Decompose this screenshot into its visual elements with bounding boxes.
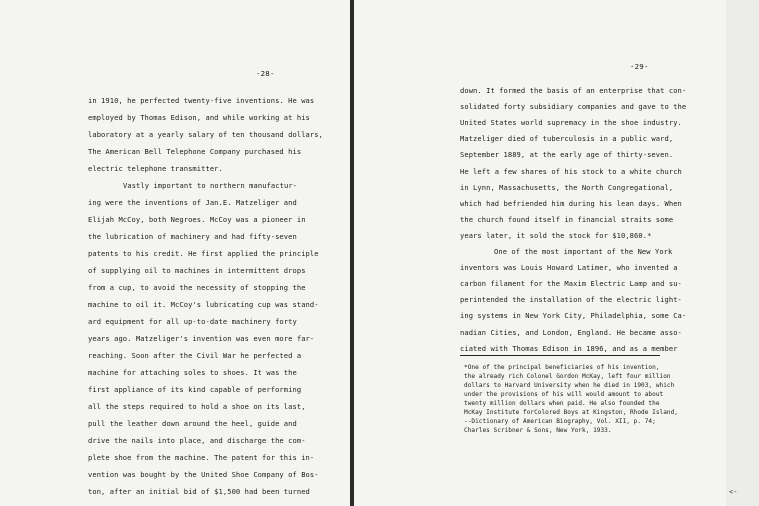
text-line: drive the nails into place, and discharge the com- [88, 436, 306, 445]
text-line: ing were the inventions of Jan.E. Matzeliger and [88, 198, 297, 207]
footnote-line: --Dictionary of American Biography, Vol. XII, p. 74; [464, 418, 656, 425]
footnote-separator [460, 355, 660, 356]
footnote-line: McKay Institute forColored Boys at Kingston, Rhode Island, [464, 409, 678, 416]
text-line: He left a few shares of his stock to a white church [460, 166, 682, 176]
text-line: years later, it sold the stock for $10,860.* [460, 230, 652, 240]
text-line: ard equipment for all up-to-date machinery forty [88, 317, 297, 326]
page-number-left: -28- [256, 69, 275, 78]
text-line: One of the most important of the New York [494, 247, 673, 256]
text-line: Matzeliger died of tuberculosis in a public ward, [460, 134, 674, 144]
text-line: employed by Thomas Edison, and while working at his [88, 113, 310, 122]
text-line: patents to his credit. He first applied the principle [88, 249, 319, 258]
page-number-right: -29- [630, 62, 649, 71]
text-line: of supplying oil to machines in intermittent drops [88, 266, 306, 275]
text-line: ing systems in New York City, Philadelphia, some Ca- [460, 311, 687, 321]
text-line: carbon filament for the Maxim Electric Lamp and su- [460, 279, 682, 289]
footnote-line: the already rich Colonel Gordon McKay, left four million [464, 373, 671, 380]
text-line: The American Bell Telephone Company purchased his [88, 147, 302, 156]
text-line: years ago. Matzeliger's invention was even more far- [88, 334, 315, 343]
text-line: the church found itself in financial straits some [460, 214, 674, 224]
text-line: vention was bought by the United Shoe Company of Bos- [88, 470, 319, 479]
text-line: in 1910, he perfected twenty-five inventions. He was [88, 96, 315, 105]
text-line: down. It formed the basis of an enterprise that con- [460, 86, 687, 95]
text-line: inventors was Louis Howard Latimer, who invented a [460, 263, 678, 273]
footnote-line: dollars to Harvard University when he died in 1903, which [464, 382, 675, 389]
text-line: from a cup, to avoid the necessity of stopping the [88, 283, 306, 292]
text-line: pull the leather down around the heel, guide and [88, 419, 297, 428]
scanner-margin [726, 0, 759, 506]
text-line: United States world supremacy in the shoe industry. [460, 118, 682, 128]
text-line: all the steps required to hold a shoe on its last, [88, 402, 306, 411]
text-line: plete shoe from the machine. The patent for this in- [88, 453, 315, 462]
text-line: perintended the installation of the electric light- [460, 295, 682, 305]
text-line: reaching. Soon after the Civil War he perfected a [88, 351, 302, 360]
text-line: the lubrication of machinery and had fifty-seven [88, 232, 297, 241]
text-line: laboratory at a yearly salary of ten thousand dollars, [88, 130, 323, 139]
text-line: machine for attaching soles to shoes. It was the [88, 368, 297, 377]
text-line: which had befriended him during his lean days. When [460, 198, 682, 208]
right-page [354, 0, 726, 506]
text-line: ton, after an initial bid of $1,500 had been turned [88, 487, 310, 496]
left-page [0, 0, 350, 506]
text-line: machine to oil it. McCoy's lubricating cup was stand- [88, 300, 319, 309]
text-line: Vastly important to northern manufactur- [123, 181, 298, 190]
footnote-line: Charles Scribner & Sons, New York, 1933. [464, 427, 612, 434]
text-line: electric telephone transmitter. [88, 164, 223, 173]
text-line: ciated with Thomas Edison in 1896, and as a member [460, 343, 678, 353]
text-line: in Lynn, Massachusetts, the North Congregational, [460, 182, 674, 192]
footnote-line: *One of the principal beneficiaries of his invention, [464, 364, 660, 371]
text-line: nadian Cities, and London, England. He became asso- [460, 327, 682, 337]
text-line: September 1889, at the early age of thirty-seven. [460, 150, 674, 160]
corner-arrow-mark: <- [729, 488, 738, 496]
text-line: Elijah McCoy, both Negroes. McCoy was a pioneer in [88, 215, 306, 224]
text-line: first appliance of its kind capable of performing [88, 385, 302, 394]
text-line: solidated forty subsidiary companies and gave to the [460, 102, 687, 112]
footnote-line: twenty million dollars when paid. He also founded the [464, 400, 660, 407]
footnote-line: under the provisions of his will would amount to about [464, 391, 664, 398]
